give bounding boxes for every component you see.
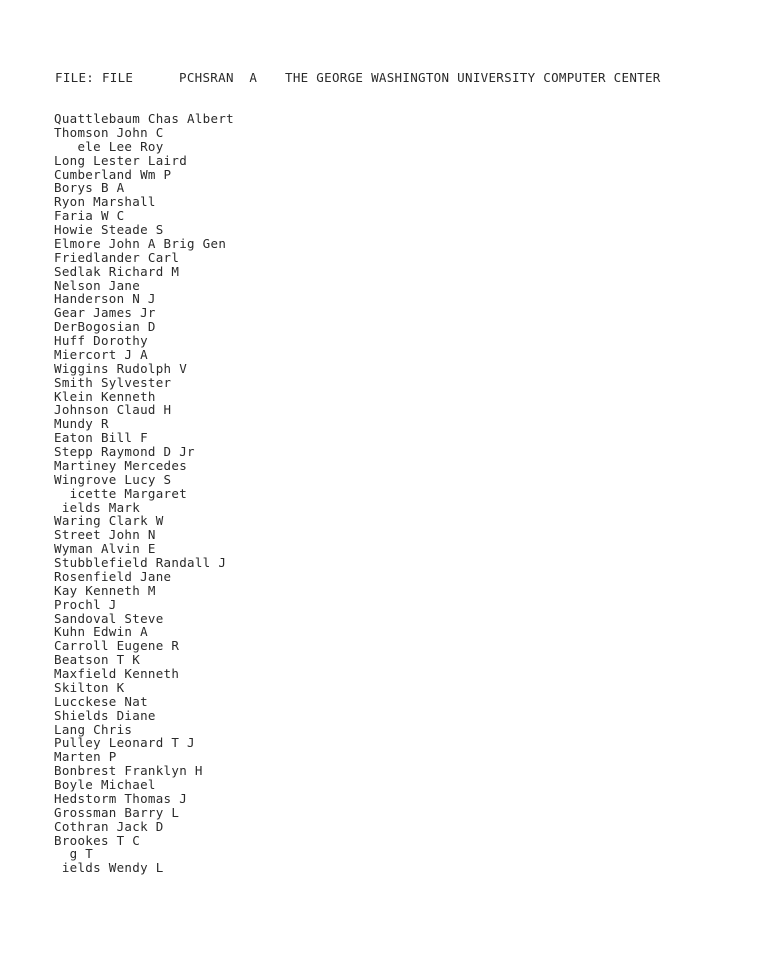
list-item: Mundy R — [54, 416, 109, 432]
printout-header — [55, 70, 661, 86]
list-item: Sedlak Richard M — [54, 263, 180, 279]
list-item: Lang Chris — [54, 721, 133, 737]
list-item: Wyman Alvin E — [54, 541, 156, 557]
list-item: Quattlebaum Chas Albert — [54, 111, 234, 126]
list-item: Stepp Raymond D Jr — [54, 444, 195, 459]
list-item: Nelson Jane — [54, 277, 141, 293]
list-item: Grossman Barry L — [54, 804, 180, 820]
list-item: Waring Clark W — [54, 513, 164, 529]
list-item: Johnson Claud H — [54, 402, 172, 418]
computer-center-title: THE GEORGE WASHINGTON UNIVERSITY COMPUTER CENTER — [285, 70, 661, 85]
list-item: Bonbrest Franklyn H — [54, 763, 203, 779]
list-item: Klein Kenneth — [54, 388, 156, 404]
list-item: ele Lee Roy — [54, 138, 164, 154]
list-item: Beatson T K — [54, 652, 141, 668]
list-item: Faria W C — [54, 208, 125, 224]
list-item: Prochl J — [54, 596, 117, 612]
list-item: Sandoval Steve — [54, 610, 164, 626]
list-item: Boyle Michael — [54, 777, 156, 792]
list-item: Shields Diane — [54, 707, 156, 723]
list-item: Huff Dorothy — [54, 333, 148, 348]
list-item: ields Wendy L — [54, 860, 164, 876]
list-item: Pulley Leonard T J — [54, 735, 195, 751]
list-item: icette Margaret — [54, 485, 188, 501]
list-item: Cothran Jack D — [54, 818, 164, 834]
list-item: Gear James Jr — [54, 305, 156, 321]
list-item: g T — [54, 846, 94, 862]
list-item: Kuhn Edwin A — [54, 624, 148, 640]
list-item: Long Lester Laird — [54, 152, 188, 168]
program-name: PCHSRAN A — [179, 70, 258, 85]
list-item: Howie Steade S — [54, 222, 164, 237]
list-item: Miercort J A — [54, 346, 148, 362]
file-label: FILE: FILE — [55, 70, 134, 85]
list-item: Lucckese Nat — [54, 693, 148, 709]
list-item: Carroll Eugene R — [54, 638, 180, 654]
list-item: ields Mark — [54, 499, 141, 515]
list-item: Wingrove Lucy S — [54, 471, 172, 487]
list-item: Thomson John C — [54, 124, 164, 140]
list-item: Hedstorm Thomas J — [54, 790, 188, 806]
list-item: Handerson N J — [54, 291, 156, 307]
list-item: Street John N — [54, 527, 156, 543]
list-item: DerBogosian D — [54, 319, 156, 335]
list-item: Eaton Bill F — [54, 430, 148, 446]
list-item: Kay Kenneth M — [54, 582, 156, 598]
list-item: Marten P — [54, 749, 117, 765]
list-item: Wiggins Rudolph V — [54, 360, 188, 376]
list-item: Martiney Mercedes — [54, 457, 188, 473]
list-item: Stubblefield Randall J — [54, 555, 227, 570]
list-item: Rosenfield Jane — [54, 568, 172, 584]
list-item: Friedlander Carl — [54, 249, 180, 265]
list-item: Cumberland Wm P — [54, 166, 172, 182]
name-list — [54, 112, 234, 875]
list-item: Maxfield Kenneth — [54, 666, 180, 681]
list-item: Brookes T C — [54, 832, 141, 848]
list-item: Elmore John A Brig Gen — [54, 235, 227, 251]
list-item: Borys B A — [54, 180, 125, 196]
list-item: Ryon Marshall — [54, 194, 156, 210]
list-item: Smith Sylvester — [54, 374, 172, 390]
list-item: Skilton K — [54, 679, 125, 695]
